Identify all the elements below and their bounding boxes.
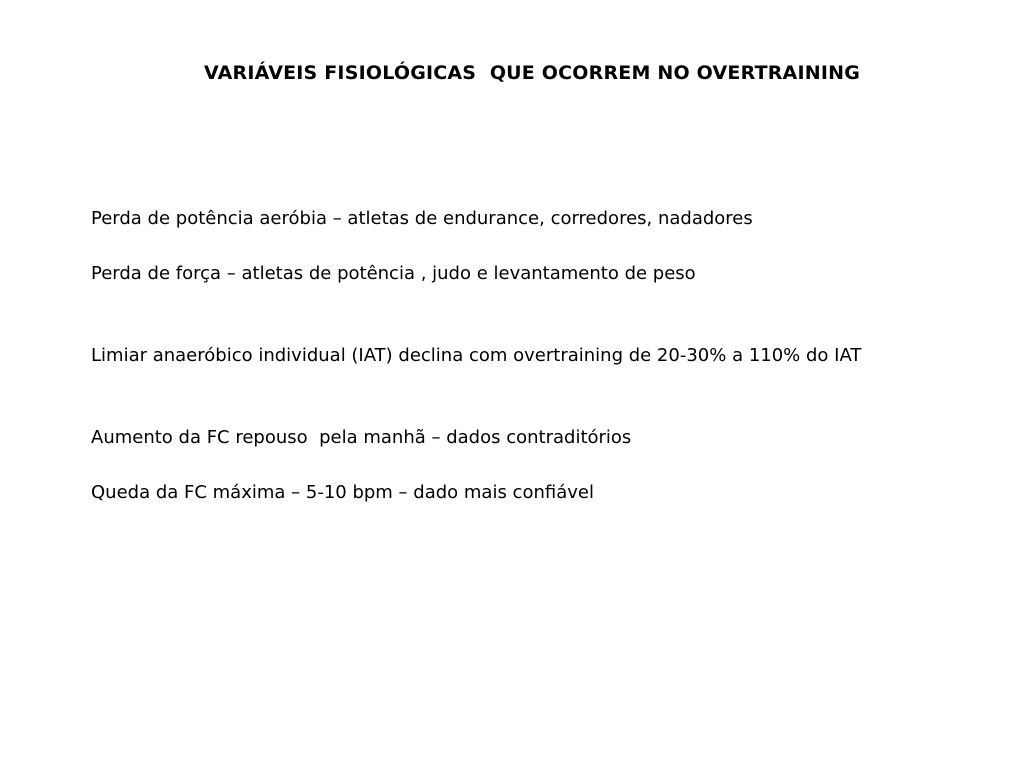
text-line-strength: Perda de força – atletas de potência , judo e levantamento de peso	[91, 263, 696, 284]
text-line-max-hr: Queda da FC máxima – 5-10 bpm – dado mais confiável	[91, 482, 594, 503]
text-line-aerobic-power: Perda de potência aeróbia – atletas de endurance, corredores, nadadores	[91, 208, 753, 229]
text-line-anaerobic-threshold: Limiar anaeróbico individual (IAT) declina com overtraining de 20-30% a 110% do IAT	[91, 345, 862, 366]
text-line-resting-hr: Aumento da FC repouso pela manhã – dados contraditórios	[91, 427, 632, 448]
slide-title: VARIÁVEIS FISIOLÓGICAS QUE OCORREM NO OVERTRAINING	[203, 62, 861, 84]
